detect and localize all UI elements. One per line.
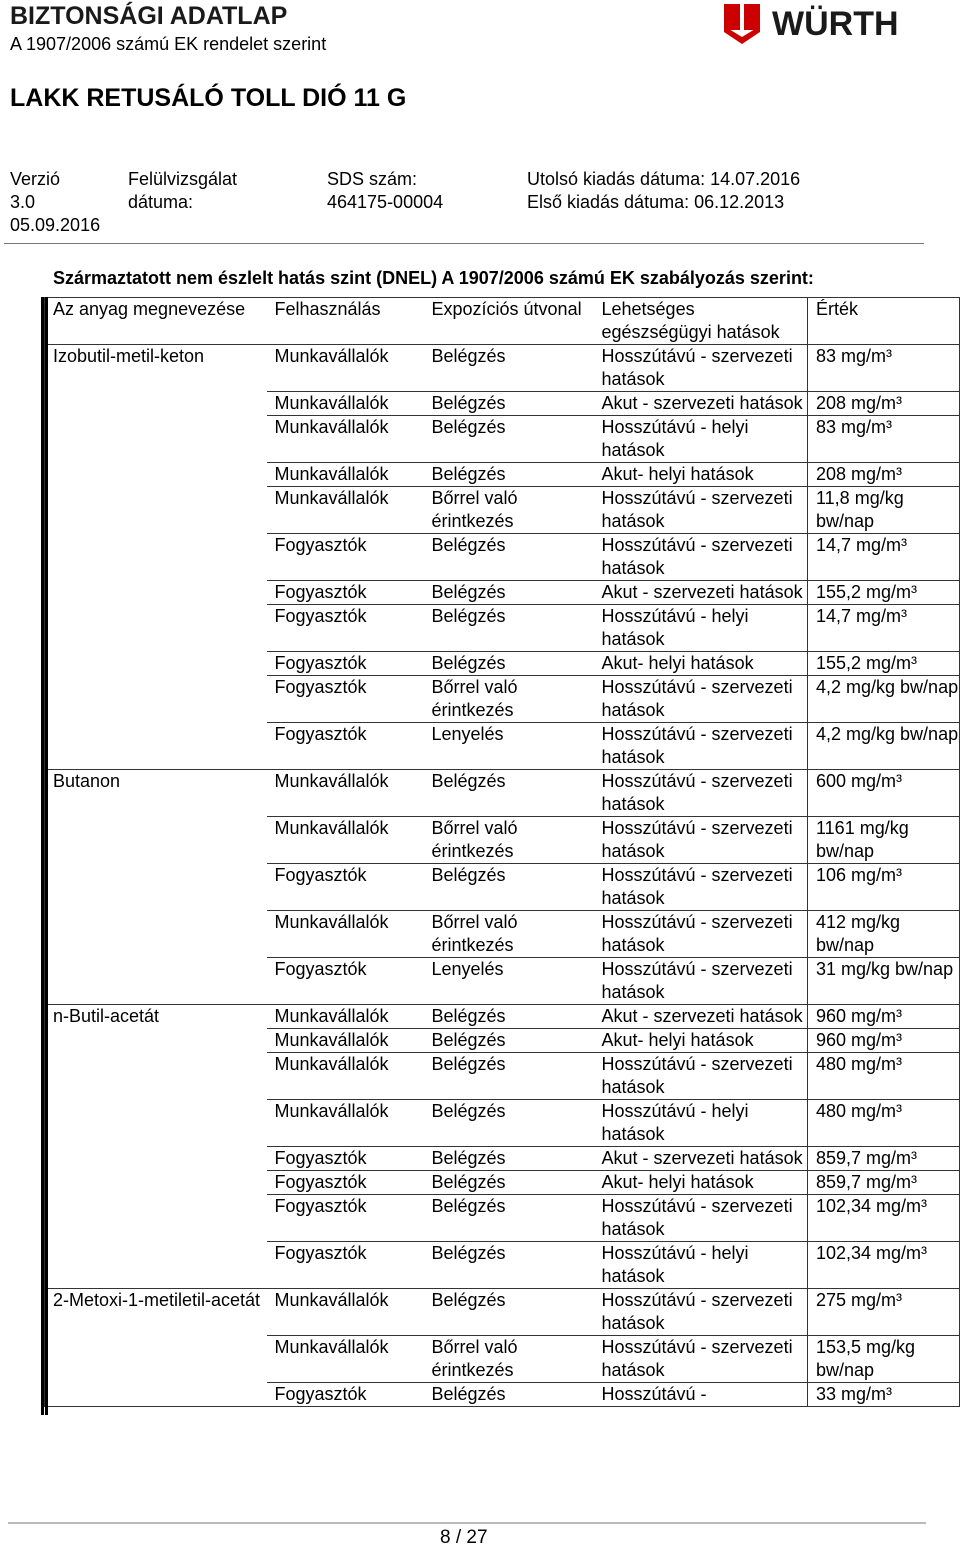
table-header-row (45, 298, 960, 345)
cell-substance (45, 581, 267, 605)
header-usage: Felhasználás (267, 298, 424, 345)
cell-value: 412 mg/kg bw/nap (808, 911, 960, 958)
cell-value: 1161 mg/kg bw/nap (808, 817, 960, 864)
footer-divider (8, 1522, 926, 1524)
last-issue-date: Utolsó kiadás dátuma: 14.07.2016 (527, 169, 801, 189)
header-route: Expozíciós útvonal (424, 298, 594, 345)
cell-substance (45, 534, 267, 581)
cell-value: 11,8 mg/kg bw/nap (808, 487, 960, 534)
table-row (45, 392, 960, 416)
cell-route: Bőrrel való érintkezés (424, 817, 594, 864)
cell-route: Bőrrel való érintkezés (424, 676, 594, 723)
cell-route: Belégzés (424, 605, 594, 652)
cell-effect: Hosszútávú - szervezeti hatások (594, 911, 808, 958)
cell-substance (45, 1029, 267, 1053)
cell-usage: Munkavállalók (267, 416, 424, 463)
cell-substance (45, 1053, 267, 1100)
cell-route: Belégzés (424, 345, 594, 392)
cell-substance: Izobutil-metil-keton (45, 345, 267, 392)
cell-effect: Hosszútávú - helyi hatások (594, 416, 808, 463)
cell-route: Belégzés (424, 1005, 594, 1029)
cell-value: 859,7 mg/m³ (808, 1171, 960, 1195)
cell-substance (45, 487, 267, 534)
cell-route: Belégzés (424, 1053, 594, 1100)
cell-route: Belégzés (424, 864, 594, 911)
table-row (45, 1100, 960, 1147)
table-row (45, 723, 960, 770)
cell-effect: Hosszútávú - szervezeti hatások (594, 676, 808, 723)
cell-effect: Hosszútávú - helyi hatások (594, 605, 808, 652)
cell-usage: Munkavállalók (267, 1029, 424, 1053)
cell-substance (45, 958, 267, 1005)
cell-effect: Hosszútávú - szervezeti hatások (594, 864, 808, 911)
cell-route: Belégzés (424, 581, 594, 605)
table-row (45, 1336, 960, 1383)
cell-substance (45, 1336, 267, 1383)
dnel-table (44, 297, 960, 1407)
cell-substance (45, 605, 267, 652)
cell-route: Bőrrel való érintkezés (424, 1336, 594, 1383)
cell-route: Lenyelés (424, 723, 594, 770)
cell-substance (45, 911, 267, 958)
first-issue-date: Első kiadás dátuma: 06.12.2013 (527, 192, 785, 212)
cell-route: Belégzés (424, 463, 594, 487)
review-block (128, 168, 237, 214)
document-title: BIZTONSÁGI ADATLAP (10, 2, 288, 30)
cell-effect: Akut- helyi hatások (594, 652, 808, 676)
cell-usage: Munkavállalók (267, 1100, 424, 1147)
cell-value: 14,7 mg/m³ (808, 534, 960, 581)
table-row (45, 1053, 960, 1100)
cell-usage: Fogyasztók (267, 1171, 424, 1195)
cell-effect: Akut - szervezeti hatások (594, 1147, 808, 1171)
cell-substance (45, 723, 267, 770)
cell-usage: Munkavállalók (267, 345, 424, 392)
cell-value: 83 mg/m³ (808, 345, 960, 392)
cell-route: Belégzés (424, 392, 594, 416)
cell-route: Belégzés (424, 1029, 594, 1053)
cell-substance (45, 1171, 267, 1195)
cell-usage: Fogyasztók (267, 1147, 424, 1171)
table-row (45, 487, 960, 534)
review-label: Felülvizsgálat (128, 169, 238, 189)
table-row (45, 463, 960, 487)
cell-usage: Fogyasztók (267, 1242, 424, 1289)
document-subtitle: A 1907/2006 számú EK rendelet szerint (10, 34, 327, 54)
cell-substance: n-Butil-acetát (45, 1005, 267, 1029)
review-label-2: dátuma: (128, 192, 194, 212)
issue-dates (527, 168, 800, 214)
cell-value: 83 mg/m³ (808, 416, 960, 463)
cell-substance (45, 463, 267, 487)
cell-substance (45, 416, 267, 463)
table-row (45, 958, 960, 1005)
table-row (45, 1383, 960, 1407)
sds-label: SDS szám: (327, 169, 418, 189)
cell-usage: Fogyasztók (267, 1383, 424, 1407)
table-row (45, 581, 960, 605)
cell-route: Belégzés (424, 1100, 594, 1147)
cell-value: 208 mg/m³ (808, 463, 960, 487)
header-divider (4, 243, 924, 244)
cell-substance (45, 1100, 267, 1147)
cell-effect: Akut - szervezeti hatások (594, 392, 808, 416)
cell-usage: Fogyasztók (267, 581, 424, 605)
cell-effect: Hosszútávú - (594, 1383, 808, 1407)
cell-usage: Munkavállalók (267, 463, 424, 487)
cell-effect: Hosszútávú - helyi hatások (594, 1100, 808, 1147)
cell-value: 31 mg/kg bw/nap (808, 958, 960, 1005)
cell-substance (45, 1147, 267, 1171)
cell-usage: Munkavállalók (267, 770, 424, 817)
table-row (45, 605, 960, 652)
cell-route: Belégzés (424, 1195, 594, 1242)
cell-usage: Munkavállalók (267, 817, 424, 864)
cell-value: 14,7 mg/m³ (808, 605, 960, 652)
cell-substance: Butanon (45, 770, 267, 817)
cell-usage: Fogyasztók (267, 652, 424, 676)
cell-effect: Hosszútávú - szervezeti hatások (594, 534, 808, 581)
cell-route: Belégzés (424, 1171, 594, 1195)
table-row (45, 676, 960, 723)
header-value: Érték (808, 298, 960, 345)
cell-route: Bőrrel való érintkezés (424, 911, 594, 958)
page-number: 8 / 27 (440, 1527, 488, 1548)
cell-substance (45, 652, 267, 676)
table-row (45, 652, 960, 676)
cell-effect: Hosszútávú - szervezeti hatások (594, 817, 808, 864)
cell-effect: Hosszútávú - szervezeti hatások (594, 1289, 808, 1336)
cell-substance (45, 1242, 267, 1289)
table-row (45, 1242, 960, 1289)
cell-route: Belégzés (424, 1242, 594, 1289)
cell-usage: Fogyasztók (267, 1195, 424, 1242)
cell-usage: Munkavállalók (267, 487, 424, 534)
cell-value: 208 mg/m³ (808, 392, 960, 416)
cell-value: 106 mg/m³ (808, 864, 960, 911)
cell-effect: Akut- helyi hatások (594, 1171, 808, 1195)
cell-usage: Fogyasztók (267, 534, 424, 581)
cell-value: 153,5 mg/kg bw/nap (808, 1336, 960, 1383)
cell-usage: Munkavállalók (267, 1053, 424, 1100)
product-name: LAKK RETUSÁLÓ TOLL DIÓ 11 G (10, 84, 407, 112)
cell-effect: Hosszútávú - helyi hatások (594, 1242, 808, 1289)
cell-value: 155,2 mg/m³ (808, 581, 960, 605)
logo-wordmark: WÜRTH (772, 5, 899, 43)
cell-usage: Fogyasztók (267, 676, 424, 723)
table-row (45, 345, 960, 392)
version-block (10, 168, 60, 214)
table-row (45, 534, 960, 581)
sds-block (327, 168, 443, 214)
cell-usage: Fogyasztók (267, 723, 424, 770)
table-row (45, 1005, 960, 1029)
table-row (45, 817, 960, 864)
header-effects: Lehetséges egészségügyi hatások (594, 298, 808, 345)
cell-substance (45, 864, 267, 911)
wurth-logo (722, 2, 928, 46)
review-value: 05.09.2016 (10, 215, 101, 235)
cell-value: 4,2 mg/kg bw/nap (808, 676, 960, 723)
table-row (45, 1171, 960, 1195)
cell-usage: Munkavállalók (267, 1289, 424, 1336)
cell-route: Belégzés (424, 1383, 594, 1407)
cell-value: 102,34 mg/m³ (808, 1242, 960, 1289)
cell-effect: Hosszútávú - szervezeti hatások (594, 1053, 808, 1100)
cell-usage: Munkavállalók (267, 911, 424, 958)
cell-effect: Hosszútávú - szervezeti hatások (594, 345, 808, 392)
cell-effect: Akut- helyi hatások (594, 463, 808, 487)
cell-usage: Munkavállalók (267, 1336, 424, 1383)
cell-effect: Hosszútávú - szervezeti hatások (594, 1336, 808, 1383)
cell-usage: Fogyasztók (267, 864, 424, 911)
cell-route: Bőrrel való érintkezés (424, 487, 594, 534)
cell-value: 600 mg/m³ (808, 770, 960, 817)
cell-value: 480 mg/m³ (808, 1100, 960, 1147)
cell-substance (45, 1195, 267, 1242)
cell-usage: Munkavállalók (267, 392, 424, 416)
version-value: 3.0 (10, 192, 36, 212)
cell-value: 480 mg/m³ (808, 1053, 960, 1100)
table-row (45, 1147, 960, 1171)
cell-route: Belégzés (424, 416, 594, 463)
table-row (45, 1195, 960, 1242)
cell-value: 275 mg/m³ (808, 1289, 960, 1336)
cell-route: Belégzés (424, 1147, 594, 1171)
cell-substance (45, 676, 267, 723)
cell-substance (45, 1383, 267, 1407)
table-row (45, 1289, 960, 1336)
dnel-table-container (44, 297, 959, 1407)
table-row (45, 864, 960, 911)
cell-value: 155,2 mg/m³ (808, 652, 960, 676)
cell-usage: Fogyasztók (267, 958, 424, 1005)
header-substance: Az anyag megnevezése (45, 298, 267, 345)
cell-effect: Akut - szervezeti hatások (594, 1005, 808, 1029)
version-label: Verzió (10, 169, 61, 189)
cell-usage: Fogyasztók (267, 605, 424, 652)
cell-route: Belégzés (424, 770, 594, 817)
table-row (45, 770, 960, 817)
cell-value: 102,34 mg/m³ (808, 1195, 960, 1242)
cell-route: Belégzés (424, 1289, 594, 1336)
sds-value: 464175-00004 (327, 192, 444, 212)
cell-value: 33 mg/m³ (808, 1383, 960, 1407)
cell-effect: Akut - szervezeti hatások (594, 581, 808, 605)
cell-route: Belégzés (424, 652, 594, 676)
cell-effect: Akut- helyi hatások (594, 1029, 808, 1053)
table-row (45, 1029, 960, 1053)
cell-route: Belégzés (424, 534, 594, 581)
cell-effect: Hosszútávú - szervezeti hatások (594, 723, 808, 770)
cell-substance (45, 392, 267, 416)
table-row (45, 416, 960, 463)
section-title: Származtatott nem észlelt hatás szint (DNEL) A 1907/2006 számú EK szabályozás szerint: (53, 268, 814, 288)
cell-value: 4,2 mg/kg bw/nap (808, 723, 960, 770)
cell-value: 960 mg/m³ (808, 1005, 960, 1029)
table-row (45, 911, 960, 958)
cell-usage: Munkavállalók (267, 1005, 424, 1029)
cell-route: Lenyelés (424, 958, 594, 1005)
cell-substance: 2-Metoxi-1-metiletil-acetát (45, 1289, 267, 1336)
cell-substance (45, 817, 267, 864)
cell-effect: Hosszútávú - szervezeti hatások (594, 958, 808, 1005)
cell-effect: Hosszútávú - szervezeti hatások (594, 1195, 808, 1242)
cell-effect: Hosszútávú - szervezeti hatások (594, 770, 808, 817)
table-body (45, 345, 960, 1407)
cell-value: 960 mg/m³ (808, 1029, 960, 1053)
cell-effect: Hosszútávú - szervezeti hatások (594, 487, 808, 534)
cell-value: 859,7 mg/m³ (808, 1147, 960, 1171)
